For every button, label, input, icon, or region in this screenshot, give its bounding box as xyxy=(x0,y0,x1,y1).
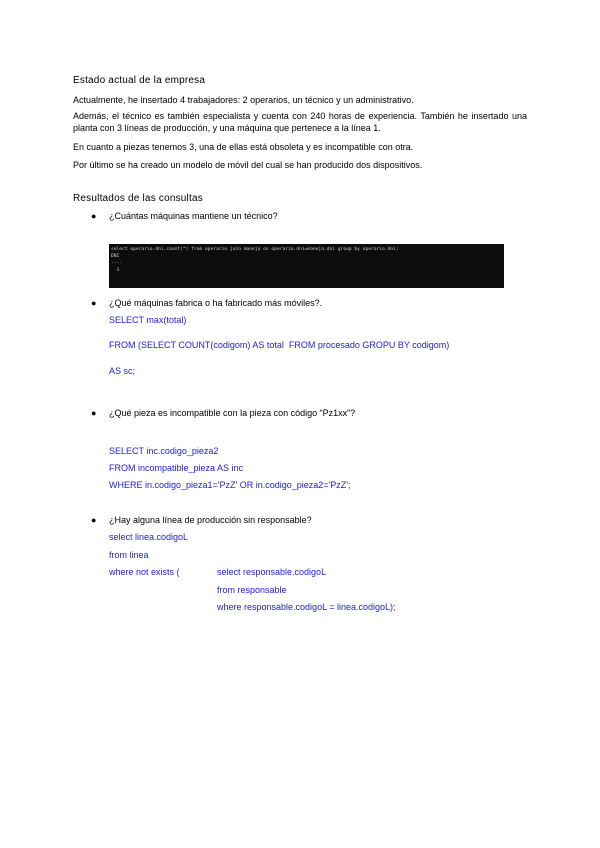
paragraph-tecnico: Además, el técnico es también especialista y cuenta con 240 horas de experiencia. También he insertado una planta con 3 líneas de producción, y una máquina que pertenece a la línea 1. xyxy=(73,111,527,133)
code-line: select responsable.codigoL xyxy=(217,567,327,577)
code-line: where responsable.codigoL = linea.codigoL); xyxy=(217,602,396,612)
bullet-q2: ● xyxy=(91,298,97,308)
paragraph-trabajadores: Actualmente, he insertado 4 trabajadores: 2 operarios, un técnico y un administrativo. xyxy=(73,95,414,105)
code-line: AS sc; xyxy=(109,366,136,376)
code-line: SELECT max(total) xyxy=(109,315,187,325)
terminal-line: select operario.dni,count(*) from operario join maneja on operario.dni=maneja.dni group by operario.dni; xyxy=(111,247,399,252)
paragraph-piezas: En cuanto a piezas tenemos 3, una de ellas está obsoleta y es incompatible con otra. xyxy=(73,142,414,152)
question-2: ¿Qué máquinas fabrica o ha fabricado más móviles?. xyxy=(109,298,323,308)
code-line: where not exists ( xyxy=(109,567,180,577)
terminal-screenshot xyxy=(109,244,504,288)
bullet-q3: ● xyxy=(91,408,97,418)
code-line: WHERE in.codigo_pieza1='PzZ' OR in.codigo_pieza2='PzZ'; xyxy=(109,480,351,490)
terminal-line: DNI xyxy=(111,254,120,259)
bullet-q1: ● xyxy=(91,211,97,221)
section-heading-resultados: Resultados de las consultas xyxy=(73,193,203,204)
question-3: ¿Qué pieza es incompatible con la pieza con código “Pz1xx”? xyxy=(109,408,356,418)
code-line: FROM (SELECT COUNT(codigom) AS total FROM procesado GROPU BY codigom) xyxy=(109,340,450,350)
code-line: select linea.codigoL xyxy=(109,532,189,542)
section-heading-estado: Estado actual de la empresa xyxy=(73,75,206,86)
code-line: FROM incompatible_pieza AS inc xyxy=(109,463,244,473)
question-4: ¿Hay alguna línea de producción sin responsable? xyxy=(109,515,312,525)
code-line: from responsable xyxy=(217,585,287,595)
code-line: SELECT inc.codigo_pieza2 xyxy=(109,446,219,456)
question-1: ¿Cuántas máquinas mantiene un técnico? xyxy=(109,211,278,221)
code-line: from linea xyxy=(109,550,149,560)
bullet-q4: ● xyxy=(91,515,97,525)
terminal-line: 3 xyxy=(111,268,120,273)
terminal-line: ---- xyxy=(111,261,123,266)
paragraph-movil: Por último se ha creado un modelo de móvil del cual se han producido dos dispositivos. xyxy=(73,160,423,170)
